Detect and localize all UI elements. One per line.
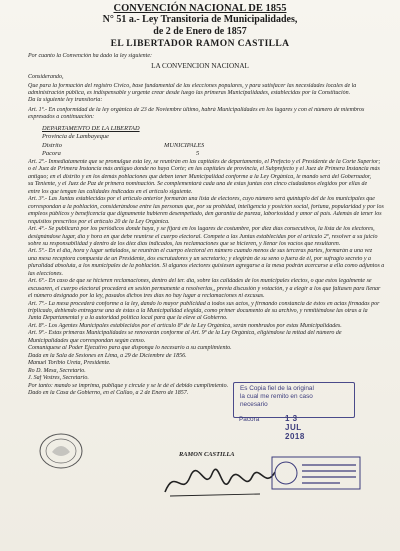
- body-line: requisitos prescritos por el artículo 20 de la Ley Orgánica.: [28, 218, 170, 225]
- body-line: Art. 7º.- La mesa procederá conforme a la ley, dando lo mayor publicidad a todos sus actos, y firmando constancia de éstos en actas firmadas por: [28, 300, 380, 307]
- body-line: el número designado por la ley, pasados dichos tres días no hay lugar a reclamaciones ni excusas.: [28, 293, 265, 300]
- body-line: excusaren, el cuerpo electoral procederá en sesión permanente a resolverlas,, previa discusión y votación, y a elegir a los que faltasen para llenar: [28, 285, 381, 292]
- body-line: Comuníquese al Poder Ejecutivo para que disponga lo necesario a su cumplimiento.: [28, 345, 232, 352]
- body-line: Art. 4º.- Se publicará por los periódicos donde haya, y se fijará en los lugares de costumbre, por diez días consecutivos, la lista de los electores,: [28, 226, 375, 233]
- body-line: entre los que tengan las calidades indicadas en el artículo siguiente.: [28, 188, 193, 195]
- body-line: pluralidad absoluta, a los municipales de la población. Si algunos electores quisiesen agregarse a la mesa podrán acercarse a ella como adjuntos a: [28, 263, 385, 270]
- doc-title: CONVENCIÓN NACIONAL DE 1855: [113, 3, 287, 14]
- body-line: Municipalidades que correspondan según censo.: [28, 337, 146, 344]
- certified-copy-stamp: [233, 382, 355, 418]
- body-line: triplicado, debiendo entregarse una de éstas a la Municipalidad elegida, como primer documento de su archivo, y remitiéndose las otras a la: [28, 308, 368, 314]
- body-line: Art. 3º.- Las Juntas establecidas por el artículo anterior formarán una lista de electores, cuyo número será quíntuplo del de los municipales que: [28, 196, 375, 203]
- table-col-municipales: MUNICIPALES: [164, 142, 205, 149]
- body-line: Dada en la Sala de Sesiones en Lima, a 29 de Diciembre de 1856.: [28, 352, 187, 359]
- table-department: DEPARTAMENTO DE LA LIBERTAD: [42, 125, 140, 132]
- intro-text: Por cuanto la Convención ha dado la ley siguiente:: [28, 53, 152, 59]
- considerando-label: Considerando,: [28, 74, 64, 80]
- body-line: Art. 2º.- Inmediatamente que se promulgue esta ley, se reunirán en las capitales de departamento, el Prefecto y el Presidente de la Corte Superior;: [28, 159, 381, 165]
- stamp-line-1: Es Copia fiel de la original: [240, 385, 314, 392]
- table-row-value: 5: [196, 150, 200, 157]
- body-line: antiguo; en el distrito y en los demás poblaciones que deben tener Municipalidad conforme a la Ley Orgánica, le mando será del Gobernador,: [28, 173, 372, 180]
- body-line: Dado en la Casa de Gobierno, en el Callao, a 2 de Enero de 1857.: [28, 389, 189, 396]
- stamp-line-3: necesario: [240, 401, 268, 408]
- stamp-line-2: la cual me remito en caso: [240, 393, 313, 400]
- doc-issuer: EL LIBERTADOR RAMON CASTILLA: [110, 39, 290, 49]
- table-col-district: Distrito: [42, 142, 62, 149]
- municipal-seal: [270, 455, 362, 491]
- body-line: su Teniente, y el Juez de Paz de primera nominación. Se complementará cada una de estas juntas con cinco ciudadanos elegidos por ellas de: [28, 181, 368, 188]
- body-line: Art. 8º.- Los Agentes Municipales establecidos por el artículo 8º de la Ley Orgánica, serán nombrados por estas Municipalidades.: [28, 322, 342, 329]
- body-line: Ro D. Mesa, Secretario.: [28, 367, 86, 374]
- body-line: las elecciones.: [28, 270, 63, 277]
- body-line: designándose lugar, día y hora en que debe reunirse el cuerpo electoral. Compete a las Juntas establecidas por el artículo 2º, resolver a su juicio: [28, 233, 378, 240]
- body-line: Junta Departamental y a la autoridad política local para que la eleve al Gobierno.: [28, 315, 228, 322]
- body-line: Manuel Toribio Ureta, Presidente.: [28, 360, 111, 367]
- stamp-date: 1 3 JUL 2018: [285, 414, 305, 441]
- body-line: una mesa receptora compuesta de un Presidente, dos escrutadores y un secretario; y elegirán de su seno o fuera de él, por sufragio secreto y a: [28, 255, 371, 262]
- stamp-place: Pacora: [239, 416, 260, 423]
- body-line: Art. 6º.- En caso de que se hicieren reclamaciones, dentro del ter. día, sobre las calidades de los municipales electos, o que estos legalmente se: [28, 278, 372, 285]
- body-line: J. Saf Vestres, Secretario.: [28, 375, 89, 382]
- body-line: sobre su responsabilidad y dentro de los diez días indicados, las reclamaciones que se hicieren, y llenar los vacíos que resultaren.: [28, 240, 341, 247]
- body-line: Por tanto: mando se imprima, publique y circule y se le dé el debido cumplimiento.: [28, 382, 229, 389]
- body-line: empleos públicos y beneficencia que dignamente hubieren desempeñado, den garantía de pureza, laboriosidad y amor al país. Además de tener los: [28, 211, 382, 218]
- signer-name: RAMON CASTILLA: [179, 451, 235, 458]
- table-province: Provincia de Lambayeque: [42, 133, 109, 140]
- article-1-line: Art. 1º.- En conformidad de la ley orgánica de 23 de Noviembre último, habrá Municipalidades en los lugares y con el número de miembros: [28, 107, 365, 113]
- consider-line: Da la siguiente ley transitoria:: [28, 97, 103, 103]
- consider-line: Que para la formación del registro Cívico, base fundamental de las elecciones populares, y para satisfacer las necesidades locales de la: [28, 83, 357, 89]
- convention-title: LA CONVENCION NACIONAL: [151, 63, 249, 70]
- doc-law-number: N° 51 a.- Ley Transitoria de Municipalidades,: [102, 14, 298, 25]
- body-line: Art. 5º.- En el día, hora y lugar señalados, se reunirán el cuerpo electoral en número cuando menos de sus terceras partes, formarán a una vez: [28, 248, 373, 255]
- seal-stamp: [38, 432, 84, 470]
- consider-line: administración pública, es indispensable y urgente crear desde luego las primeras Municipalidades, establecidas por la Constitución.: [28, 90, 351, 96]
- signature-scribble: [160, 462, 280, 502]
- body-line: o el Juez de Primera Instancia más antiguo donde no haya Corte; en las capitales de provincia, el Subprefecto y el Juez de Primera Instancia más: [28, 166, 380, 173]
- body-line: Art. 9º.- Estas primeras Municipalidades se renovarán conforme al Art. 9º de la Ley Orgánica, eligiéndose la mitad del número de: [28, 330, 342, 337]
- article-1-line: expresados a continuación:: [28, 114, 95, 120]
- body-line: correspondan a la población, considerándose entre las personas que, por su probidad, inteligencia y posición social, fortuna, popularidad y por los: [28, 203, 384, 210]
- doc-date-heading: de 2 de Enero de 1857: [153, 26, 247, 37]
- table-row-district: Pacora: [42, 150, 61, 157]
